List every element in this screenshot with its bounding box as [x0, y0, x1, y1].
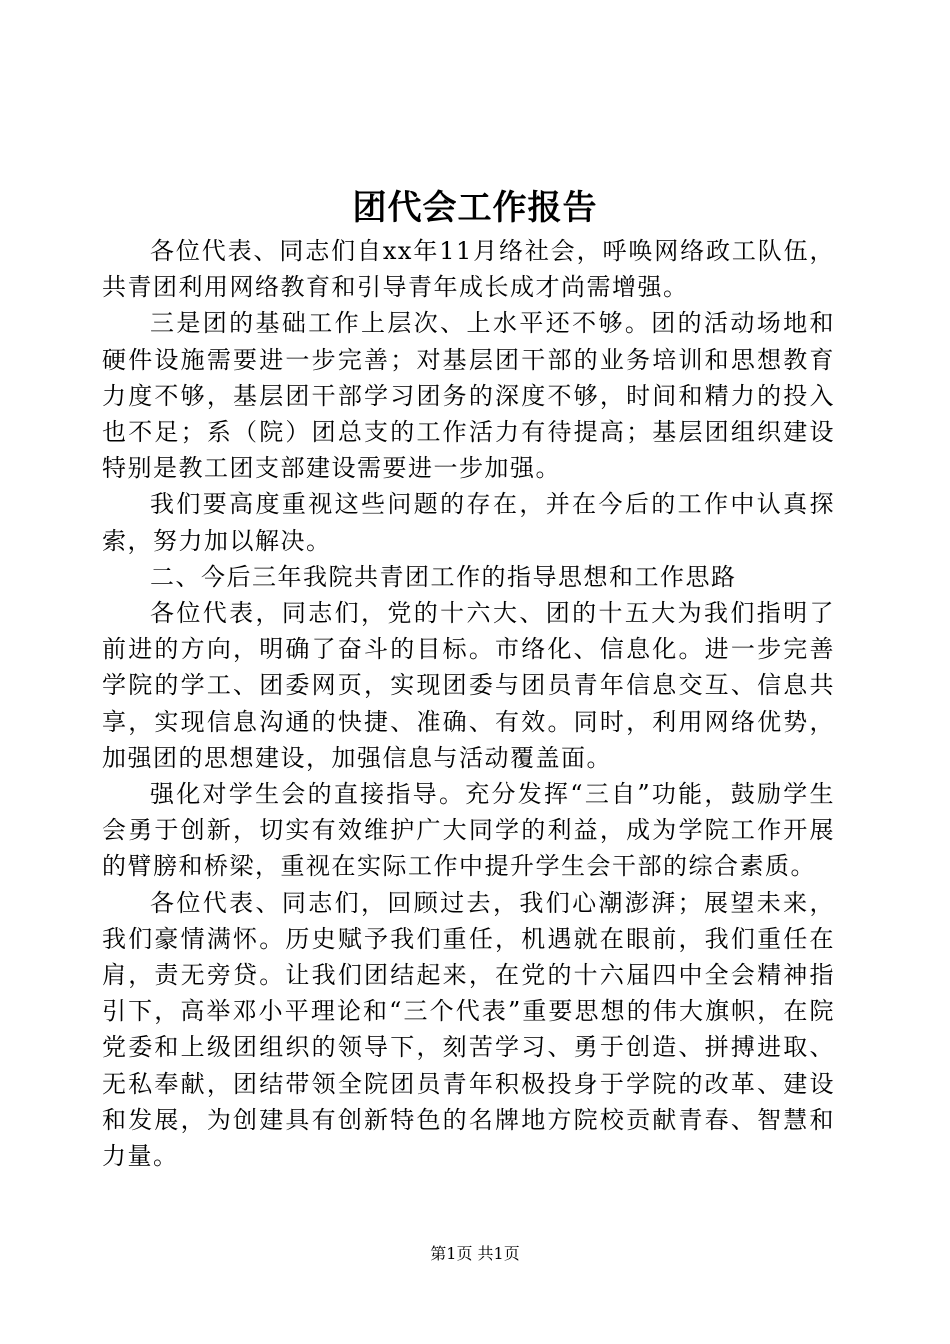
- page-footer: 第1页 共1页: [430, 1244, 520, 1263]
- paragraph: 各位代表，同志们，党的十六大、团的十五大为我们指明了前进的方向，明确了奋斗的目标。市络化、信息化。进一步完善学院的学工、团委网页，实现团委与团员青年信息交互、信息共享，实现信息沟通的快捷、准确、有效。同时，利用网络优势，加强团的思想建设，加强信息与活动覆盖面。: [102, 599, 835, 772]
- document-title: 团代会工作报告: [352, 188, 598, 228]
- paragraph: 各位代表、同志们自xx年11月络社会，呼唤网络政工队伍，共青团利用网络教育和引导青年成长成才尚需增强。: [102, 237, 835, 302]
- document-body: [102, 233, 835, 1174]
- paragraph: 我们要高度重视这些问题的存在，并在今后的工作中认真探索，努力加以解决。: [102, 490, 835, 555]
- paragraph: 强化对学生会的直接指导。充分发挥“三自”功能，鼓励学生会勇于创新，切实有效维护广大同学的利益，成为学院工作开展的臂膀和桥梁，重视在实际工作中提升学生会干部的综合素质。: [102, 780, 835, 881]
- section-heading: 二、今后三年我院共青团工作的指导思想和工作思路: [150, 562, 737, 591]
- paragraph: 各位代表、同志们，回顾过去，我们心潮澎湃；展望未来，我们豪情满怀。历史赋予我们重任，机遇就在眼前，我们重任在肩，责无旁贷。让我们团结起来，在党的十六届四中全会精神指引下，高举邓小平理论和“三个代表”重要思想的伟大旗帜，在院党委和上级团组织的领导下，刻苦学习、勇于创造、拼搏进取、无私奉献，团结带领全院团员青年积极投身于学院的改革、建设和发展，为创建具有创新特色的名牌地方院校贡献青春、智慧和力量。: [102, 888, 835, 1171]
- paragraph: 三是团的基础工作上层次、上水平还不够。团的活动场地和硬件设施需要进一步完善；对基层团干部的业务培训和思想教育力度不够，基层团干部学习团务的深度不够，时间和精力的投入也不足；系（院）团总支的工作活力有待提高；基层团组织建设特别是教工团支部建设需要进一步加强。: [102, 309, 835, 483]
